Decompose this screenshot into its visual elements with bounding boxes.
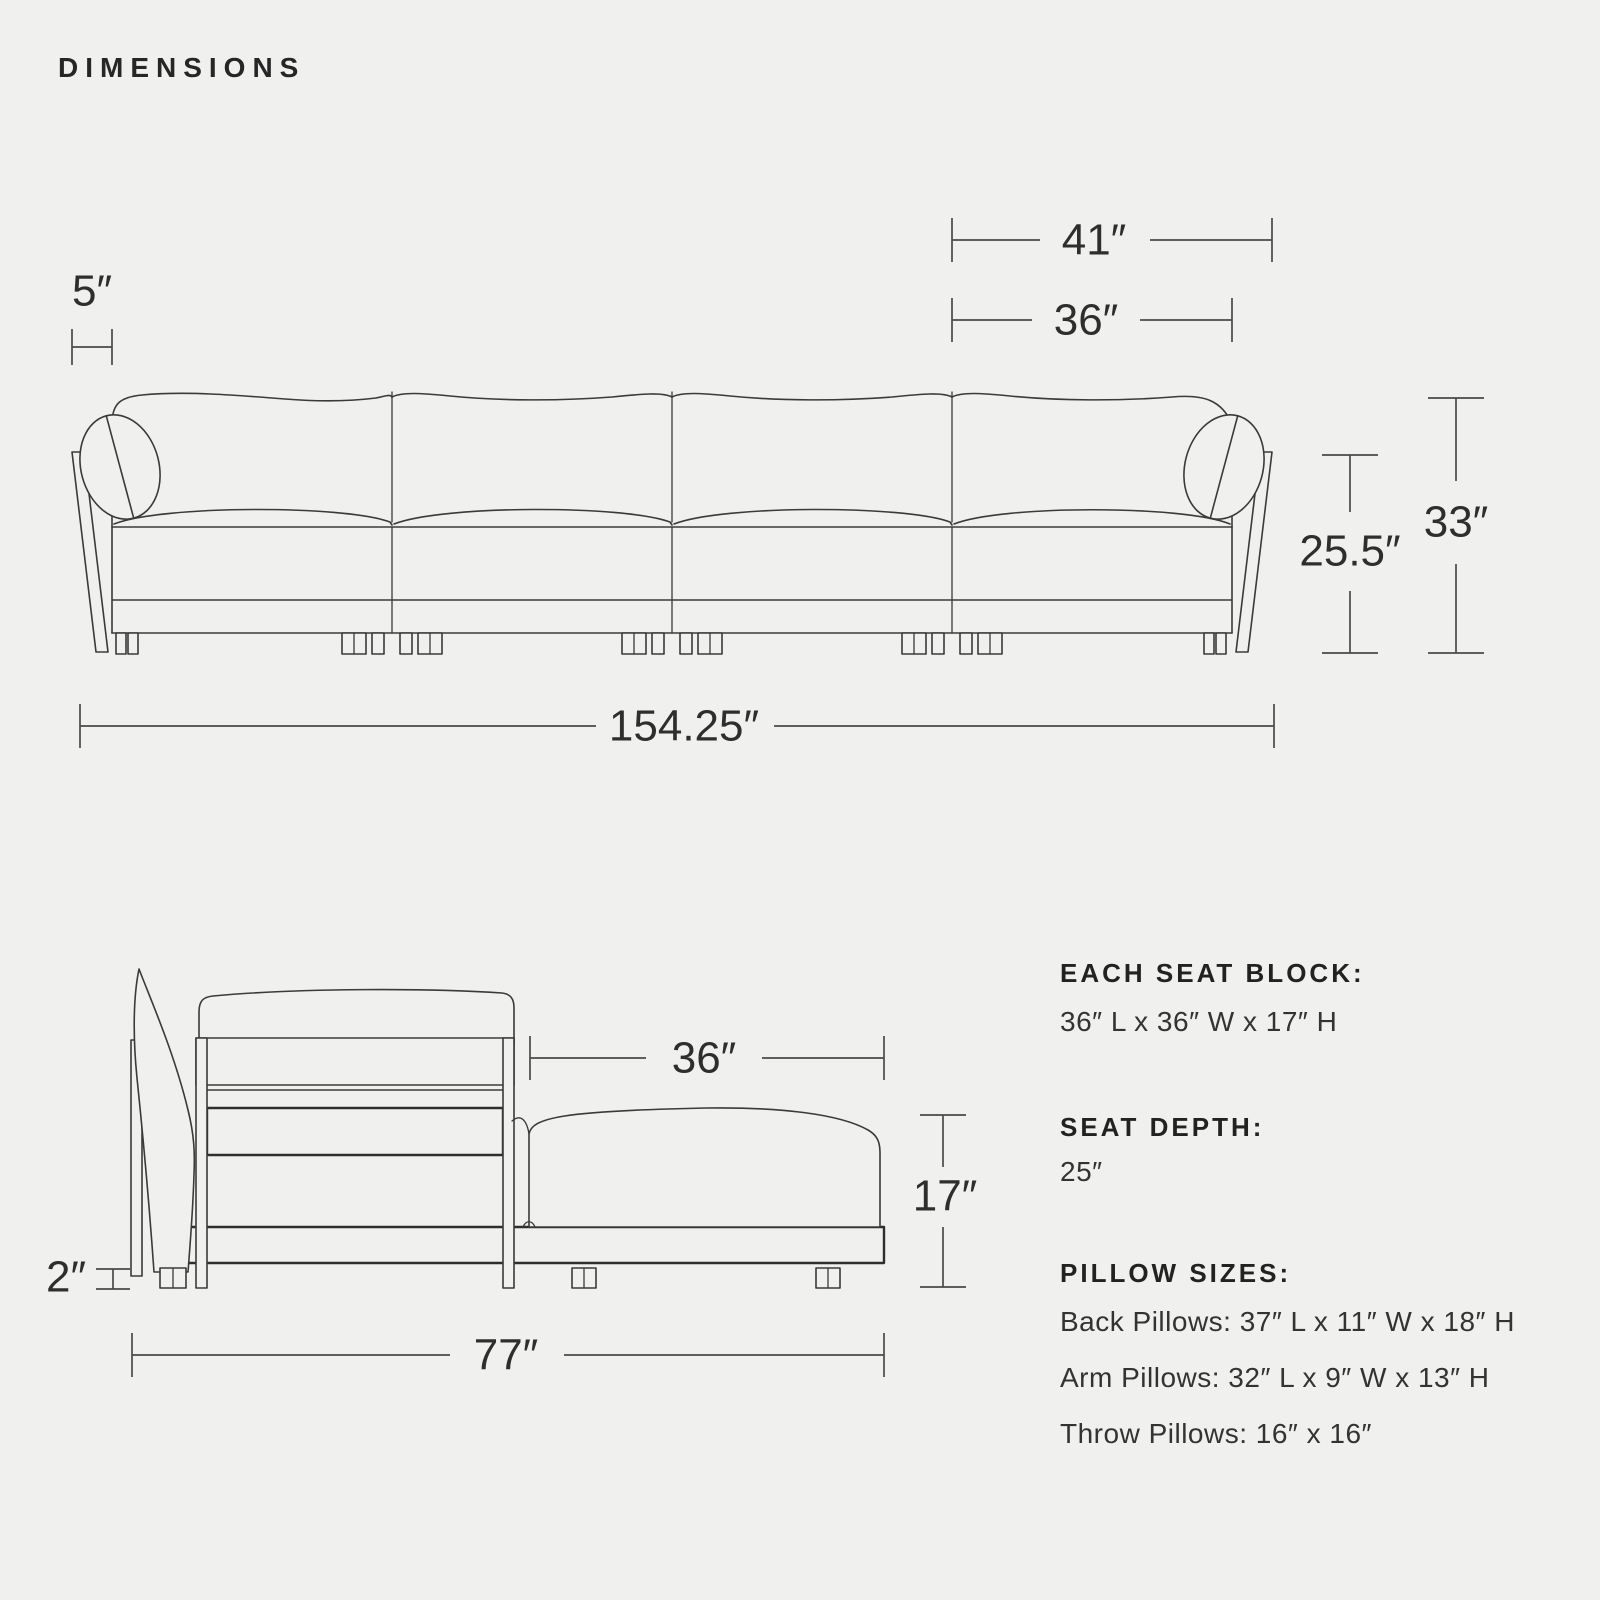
dim-label-seat-block-length: 36″ — [671, 1033, 737, 1083]
dim-label-end-seat-with-arm-width: 41″ — [1061, 215, 1127, 265]
spec-heading-seat-depth: SEAT DEPTH: — [1060, 1112, 1265, 1142]
front-base-band — [112, 527, 1232, 633]
dim-label-seat-back-height: 25.5″ — [1299, 526, 1401, 576]
side-seat-cushion — [512, 1108, 880, 1227]
side-frame-mid-slat — [207, 1108, 503, 1155]
dim-overall-width — [80, 702, 1274, 751]
side-frame-right-post — [503, 1038, 514, 1288]
dim-leg-height — [46, 1253, 130, 1302]
dim-seat-block-height — [913, 1115, 978, 1287]
spec-value-arm-pillows: Arm Pillows: 32″ L x 9″ W x 13″ H — [1060, 1362, 1490, 1393]
spec-value-back-pillows: Back Pillows: 37″ L x 11″ W x 18″ H — [1060, 1306, 1515, 1337]
dim-arm-width — [72, 267, 112, 366]
spec-value-seat-depth: 25″ — [1060, 1156, 1103, 1187]
spec-heading-pillow-sizes: PILLOW SIZES: — [1060, 1258, 1292, 1288]
side-back-leg — [160, 1268, 186, 1288]
side-frame-top-slat — [196, 1038, 514, 1090]
dim-label-arm-width: 5″ — [71, 266, 113, 316]
dim-label-overall-height: 33″ — [1423, 497, 1489, 547]
spec-value-seat-block: 36″ L x 36″ W x 17″ H — [1060, 1006, 1338, 1037]
spec-value-throw-pillows: Throw Pillows: 16″ x 16″ — [1060, 1418, 1372, 1449]
dim-overall-depth — [132, 1331, 884, 1380]
side-frame-left-post — [196, 1038, 207, 1288]
front-legs — [116, 633, 1226, 654]
front-view-dimensions — [72, 216, 1488, 751]
dim-end-seat-with-arm-width — [952, 216, 1272, 265]
front-view-drawing — [69, 392, 1276, 654]
dim-label-overall-width: 154.25″ — [608, 701, 760, 751]
dim-seat-width-front — [952, 296, 1232, 345]
dim-label-seat-width-front: 36″ — [1053, 295, 1119, 345]
spec-heading-seat-block: EACH SEAT BLOCK: — [1060, 958, 1365, 988]
side-view-drawing — [131, 969, 884, 1288]
side-base-rail — [172, 1227, 884, 1263]
dim-label-seat-block-height: 17″ — [912, 1171, 978, 1221]
dim-seat-block-length — [530, 1034, 884, 1083]
dim-label-overall-depth: 77″ — [473, 1330, 539, 1380]
dim-seat-back-height — [1299, 455, 1400, 653]
side-seat-legs — [572, 1268, 840, 1288]
front-back-cushions — [112, 392, 1232, 527]
side-back-cushion-top — [199, 990, 514, 1045]
side-back-pillow — [134, 969, 194, 1272]
dim-overall-height — [1424, 398, 1489, 653]
page-title: DIMENSIONS — [58, 52, 306, 83]
dim-label-leg-height: 2″ — [45, 1252, 87, 1302]
